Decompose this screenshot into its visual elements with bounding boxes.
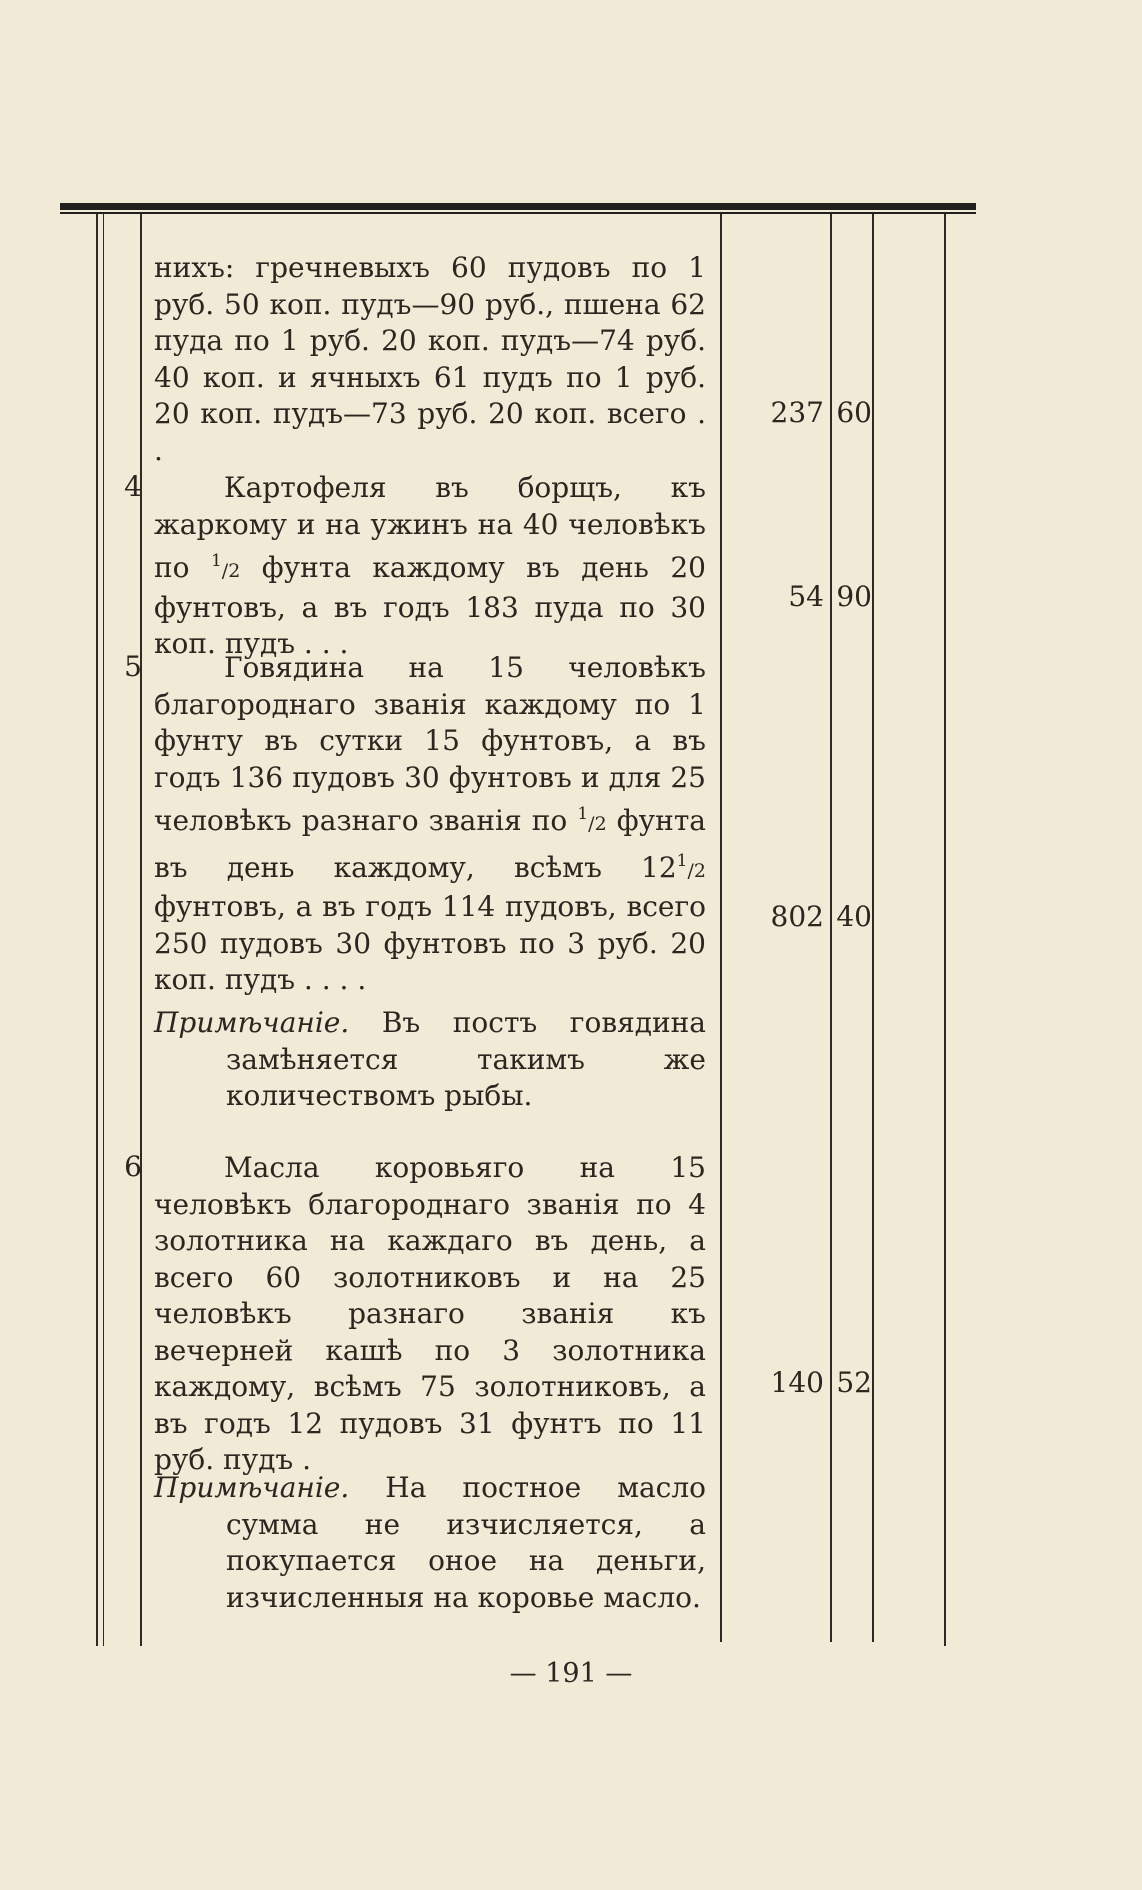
rubles-cell: 802	[770, 900, 824, 933]
entry-paragraph: Говядина на 15 человѣкъ благороднаго званія каждому по 1 фунту въ сутки 15 фунтовъ, а въ годъ 136 пудовъ 30 фунтовъ и для 25 человѣкъ разнаго званія по $^1$/2 фунта въ день каждому, всѣмъ $12^1/2$ фунтовъ, а въ годъ 114 пудовъ, всего 250 пудовъ 30 фунтовъ по 3 руб. 20 коп. пудъ . . . .	[154, 651, 706, 996]
kopecks-cell: 60	[836, 396, 872, 429]
column-rule	[96, 214, 98, 1646]
note-paragraph: Примѣчаніе. Въ постъ говядина замѣняется такимъ же количествомъ рыбы.	[154, 1006, 706, 1112]
note-paragraph: Примѣчаніе. На постное масло сумма не изчисляется, а покупается оное на деньги, изчисленныя на коровье масло.	[154, 1471, 706, 1614]
column-rule	[720, 214, 722, 1642]
kopecks-cell: 90	[836, 580, 872, 613]
page-number: — 191 —	[509, 1658, 633, 1689]
rubles-cell: 54	[788, 580, 824, 613]
entry-text	[154, 1150, 706, 1479]
entry-number: 5	[124, 650, 142, 683]
top-rule-thin	[60, 212, 976, 214]
column-rule	[140, 214, 142, 1646]
entry-number: 4	[124, 470, 142, 503]
column-rule	[103, 214, 104, 1646]
entry-text	[154, 650, 706, 999]
entry-paragraph: Масла коровьяго на 15 человѣкъ благороднаго званія по 4 золотника на каждаго въ день, а всего 60 золотниковъ и на 25 человѣкъ разнаго званія къ вечерней кашѣ по 3 золотника каждому, всѣмъ 75 золотниковъ, а въ годъ 12 пудовъ 31 фунтъ по 11 руб. пудъ .	[154, 1151, 706, 1476]
rubles-cell: 140	[770, 1366, 824, 1399]
entry-text	[154, 250, 706, 469]
kopecks-cell: 52	[836, 1366, 872, 1399]
entry-text	[154, 470, 706, 663]
column-rule	[872, 214, 874, 1642]
top-rule	[60, 203, 976, 210]
entry-paragraph: нихъ: гречневыхъ 60 пудовъ по 1 руб. 50 коп. пудъ—90 руб., пшена 62 пуда по 1 руб. 20 коп. пудъ—74 руб. 40 коп. и ячныхъ 61 пудъ по 1 руб. 20 коп. пудъ—73 руб. 20 коп. всего . .	[154, 251, 706, 467]
entry-number: 6	[124, 1150, 142, 1183]
kopecks-cell: 40	[836, 900, 872, 933]
column-rule	[830, 214, 832, 1642]
note	[154, 1470, 706, 1616]
column-rule	[944, 214, 946, 1646]
note	[154, 1005, 706, 1115]
rubles-cell: 237	[770, 396, 824, 429]
entry-paragraph: Картофеля въ борщъ, къ жаркому и на ужинъ на 40 человѣкъ по $^1$/2 фунта каждому въ день 20 фунтовъ, а въ годъ 183 пуда по 30 коп. пудъ . . .	[154, 471, 706, 660]
